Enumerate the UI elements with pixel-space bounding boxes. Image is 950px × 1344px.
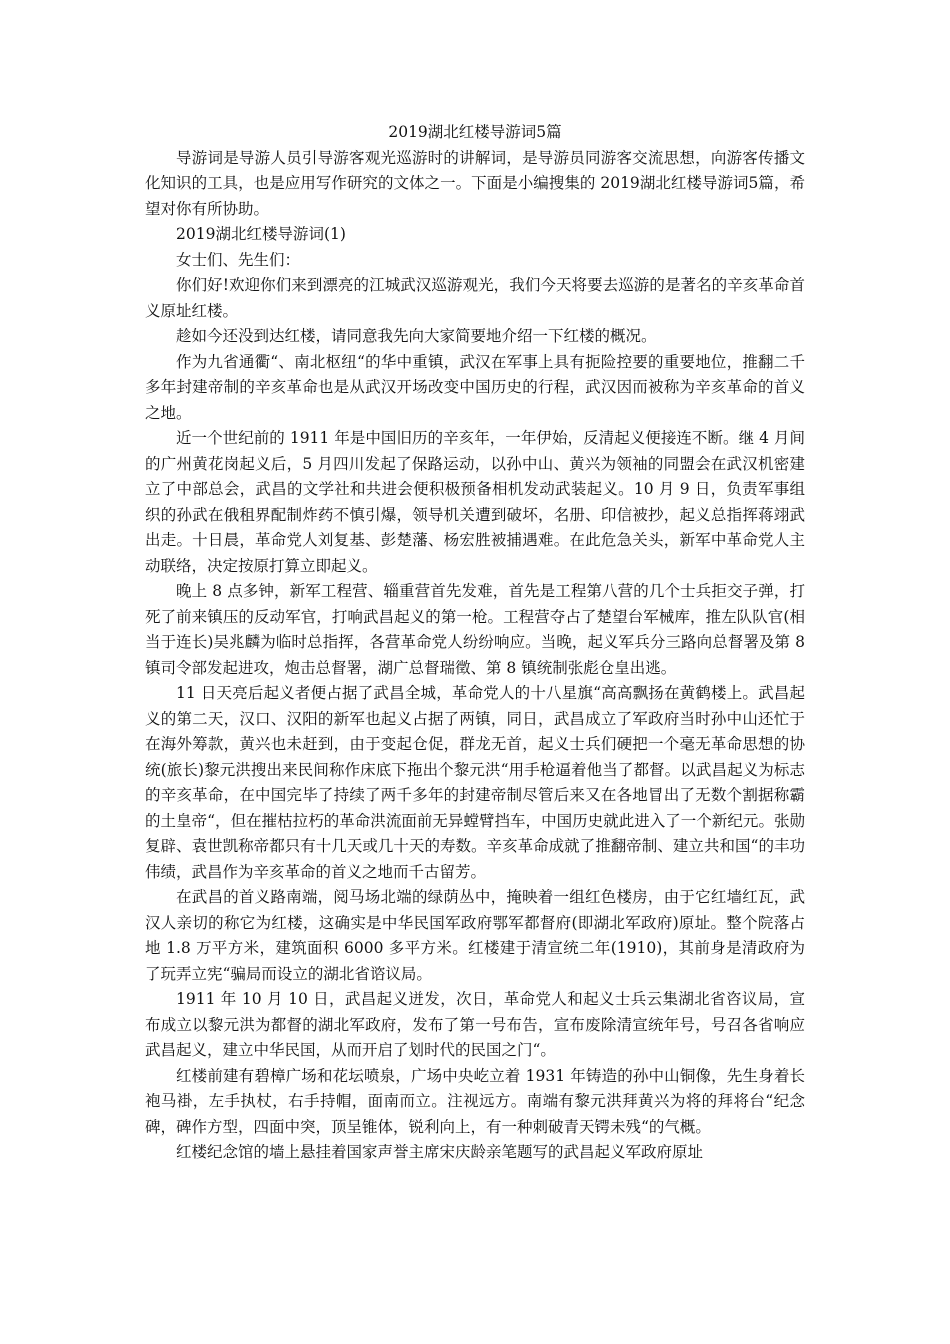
paragraph-1911: 近一个世纪前的 1911 年是中国旧历的辛亥年，一年伊始，反清起义便接连不断。继 4 月间的广州黄花岗起义后，5 月四川发起了保路运动，以孙中山、黄兴为领袖的同盟会在武汉机密建立了中部总会，武昌的文学社和共进会便积极预备相机发动武装起义。10 月 9 日，负责军事组织的孙武在俄租界配制炸药不慎引爆，领导机关遭到破坏，名册、印信被抄，起义总指挥蒋翊武出走。十日晨，革命党人刘复基、彭楚藩、杨宏胜被捕遇难。在此危急关头，新军中革命党人主动联络，决定按原打算立即起义。 xyxy=(145,429,805,575)
paragraph-square: 红楼前建有碧樟广场和花坛喷泉，广场中央屹立着 1931 年铸造的孙中山铜像，先生身着长袍马褂，左手执杖，右手持帽，面南而立。注视远方。南端有黎元洪拜黄兴为将的拜将台“纪念碑，碑作方型，四面中突，顶呈锥体，锐利向上，有一种刺破青天锷未残“的气概。 xyxy=(145,1066,805,1136)
paragraph-overview: 趁如今还没到达红楼，请同意我先向大家简要地介绍一下红楼的概况。 xyxy=(176,327,657,345)
paragraph-wuhan: 作为九省通衢“、南北枢纽“的华中重镇，武汉在军事上具有扼险控要的重要地位，推翻二千多年封建帝制的辛亥革命也是从武汉开场改变中国历史的行程，武汉因而被称为辛亥革命的首义之地。 xyxy=(145,352,805,422)
paragraph-welcome: 你们好!欢迎你们来到漂亮的江城武汉巡游观光，我们今天将要去巡游的是著名的辛亥革命首义原址红楼。 xyxy=(145,276,805,320)
paragraph-greeting: 女士们、先生们： xyxy=(176,250,301,269)
paragraph-oct-10: 1911 年 10 月 10 日，武昌起义迸发，次日，革命党人和起义士兵云集湖北省咨议局，宣布成立以黎元洪为都督的湖北军政府，发布了第一号布告，宣布废除清宣统年号，号召各省响应武昌起义，建立中华民国，从而开启了划时代的民国之门“。 xyxy=(145,990,805,1059)
document-page xyxy=(145,120,805,1166)
paragraph-intro: 导游词是导游人员引导游客观光巡游时的讲解词，是导游员同游客交流思想，向游客传播文化知识的工具，也是应用写作研究的文体之一。下面是小编搜集的 2019湖北红楼导游词5篇，希望对你有所协助。 xyxy=(145,148,805,218)
section-heading: 2019湖北红楼导游词(1) xyxy=(176,225,346,243)
paragraph-11th: 11 日天亮后起义者便占据了武昌全城，革命党人的十八星旗“高高飘扬在黄鹤楼上。武昌起义的第二天，汉口、汉阳的新军也起义占据了两镇，同日，武昌成立了军政府当时孙中山还忙于在海外筹款，黄兴也未赶到，由于变起仓促，群龙无首，起义士兵们硬把一个毫无革命思想的协统(旅长)黎元洪搜出来民间称作床底下拖出个黎元洪“用手枪逼着他当了都督。以武昌起义为标志的辛亥革命，在中国完毕了持续了两千多年的封建帝制尽管后来又在各地冒出了无数个割据称霸的土皇帝“，但在摧枯拉朽的革命洪流面前无异螳臂挡车，中国历史就此进入了一个新纪元。张勋复辟、袁世凯称帝都只有十几天或几十天的寿数。辛亥革命成就了推翻帝制、建立共和国“的丰功伟绩，武昌作为辛亥革命的首义之地而千古留芳。 xyxy=(145,684,805,881)
document-title: 2019湖北红楼导游词5篇 xyxy=(388,123,562,141)
paragraph-memorial: 红楼纪念馆的墙上悬挂着国家声誉主席宋庆龄亲笔题写的武昌起义军政府原址 xyxy=(176,1143,704,1161)
paragraph-red-building: 在武昌的首义路南端，阅马场北端的绿荫丛中，掩映着一组红色楼房，由于它红墙红瓦，武汉人亲切的称它为红楼，这确实是中华民国军政府鄂军都督府(即湖北军政府)原址。整个院落占地 1.8 万平方米，建筑面积 6000 多平方米。红楼建于清宣统二年(1910)，其前身是清政府为了玩弄立宪“骗局而设立的湖北省谘议局。 xyxy=(145,888,805,983)
paragraph-evening: 晚上 8 点多钟，新军工程营、辎重营首先发难，首先是工程第八营的几个士兵拒交子弹，打死了前来镇压的反动军官，打响武昌起义的第一枪。工程营夺占了楚望台军械库，推左队队官(相当于连长)吴兆麟为临时总指挥，各营革命党人纷纷响应。当晚，起义军兵分三路向总督署及第 8 镇司令部发起进攻，炮击总督署，湖广总督瑞徵、第 8 镇统制张彪仓皇出逃。 xyxy=(145,582,805,677)
